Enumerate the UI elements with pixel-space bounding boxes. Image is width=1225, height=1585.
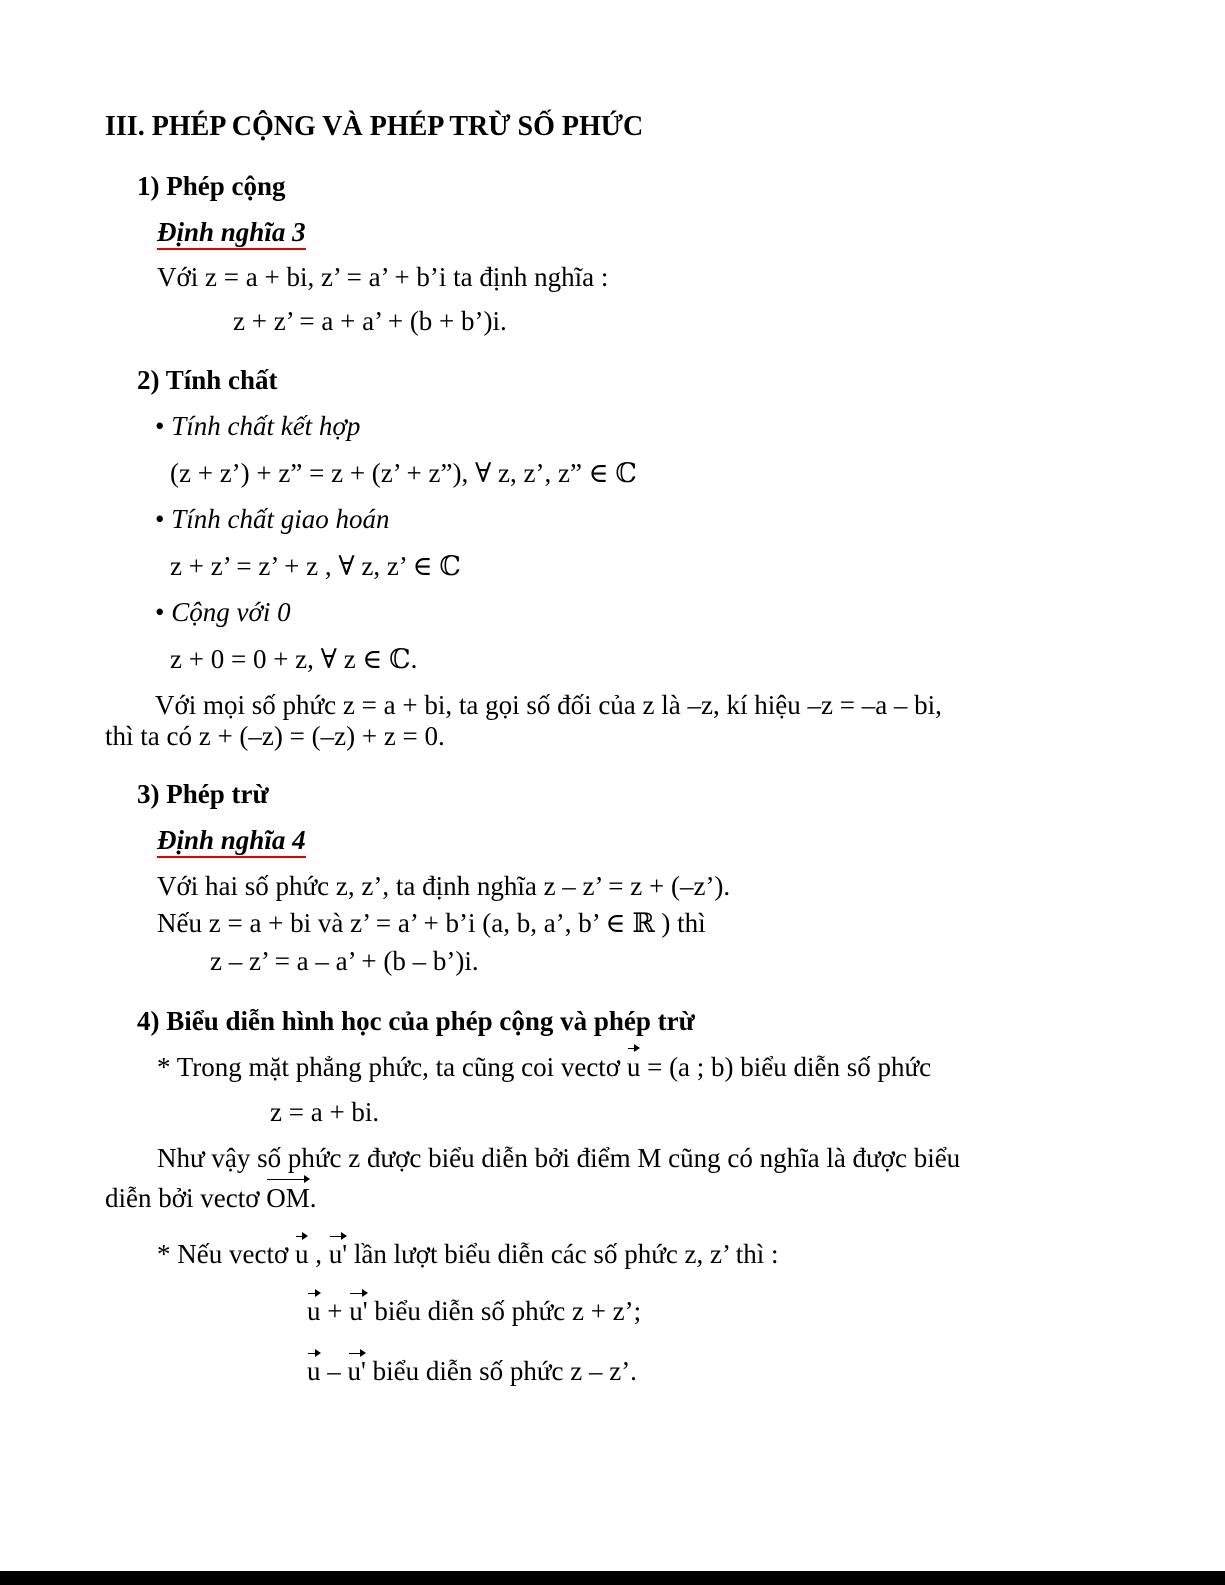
commutative-label-text: Tính chất giao hoán [171, 504, 390, 534]
definition-3-text: Với z = a + bi, z’ = a’ + b’i ta định nghĩa : [157, 262, 609, 292]
addition-formula: z + z’ = a + a’ + (b + b’)i. [233, 306, 507, 336]
text-span: , [308, 1239, 329, 1269]
text-span: * Nếu vectơ [157, 1239, 295, 1269]
definition-4-line2: Nếu z = a + bi và z’ = a’ + b’i (a, b, a’, b’ ∈ ℝ ) thì [157, 908, 706, 938]
heading-addition: 1) Phép cộng [137, 171, 286, 201]
geometric-line2: z = a + bi. [270, 1097, 380, 1127]
subtraction-formula: z – z’ = a – a’ + (b – b’)i. [210, 946, 479, 976]
text-span: biểu diễn số phức z + z’; [367, 1296, 642, 1326]
text-span: lần lượt biểu diễn các số phức z, z’ thì : [347, 1239, 779, 1269]
vector-u: u [626, 1052, 641, 1082]
text-span: – [320, 1356, 348, 1386]
definition-3-label: Định nghĩa 3 [157, 217, 306, 250]
geometric-line5 [157, 1238, 779, 1270]
section-title: III. PHÉP CỘNG VÀ PHÉP TRỪ SỐ PHỨC [105, 111, 644, 142]
text-span: + [320, 1296, 350, 1326]
text-span: . [309, 1183, 317, 1213]
definition-4-line1: Với hai số phức z, z’, ta định nghĩa z – z’ = z + (–z’). [157, 871, 731, 901]
property-commutative-label [155, 503, 389, 535]
geometric-line4 [105, 1182, 317, 1214]
bullet-icon: • [155, 597, 172, 627]
property-zero-label [155, 596, 291, 628]
heading-geometric: 4) Biểu diễn hình học của phép cộng và phép trừ [137, 1006, 695, 1036]
associative-label-text: Tính chất kết hợp [171, 411, 361, 441]
definition-4-label-wrap [157, 824, 306, 856]
geometric-line6 [307, 1295, 641, 1327]
commutative-formula: z + z’ = z’ + z , ∀ z, z’ ∈ ℂ [170, 551, 461, 581]
vector-u: u [307, 1296, 321, 1326]
vector-om: OM [266, 1183, 310, 1213]
text-span: diễn bởi vectơ [105, 1183, 267, 1213]
geometric-line3: Như vậy số phức z được biểu diễn bởi điểm M cũng có nghĩa là được biểu [157, 1143, 961, 1173]
vector-u-prime: u' [328, 1239, 348, 1269]
property-associative-label [155, 410, 360, 442]
opposite-paragraph-line1: Với mọi số phức z = a + bi, ta gọi số đối của z là –z, kí hiệu –z = –a – bi, [155, 690, 942, 720]
geometric-line1 [157, 1051, 931, 1083]
bullet-icon: • [155, 504, 172, 534]
vector-u-prime: u' [347, 1356, 366, 1386]
text-span: * Trong mặt phẳng phức, ta cũng coi vectơ [157, 1052, 627, 1082]
heading-properties: 2) Tính chất [137, 365, 278, 395]
vector-u: u [294, 1239, 309, 1269]
zero-formula: z + 0 = 0 + z, ∀ z ∈ ℂ. [170, 644, 418, 674]
definition-4-label: Định nghĩa 4 [157, 825, 306, 858]
text-span: = (a ; b) biểu diễn số phức [640, 1052, 932, 1082]
bullet-icon: • [155, 411, 172, 441]
vector-u-prime: u' [349, 1296, 368, 1326]
associative-formula: (z + z’) + z” = z + (z’ + z”), ∀ z, z’, z” ∈ ℂ [170, 458, 637, 488]
text-span: biểu diễn số phức z – z’. [365, 1356, 637, 1386]
opposite-paragraph-line2: thì ta có z + (–z) = (–z) + z = 0. [105, 721, 445, 751]
zero-label-text: Cộng với 0 [171, 597, 291, 627]
vector-u: u [307, 1356, 321, 1386]
scan-bottom-edge [0, 1571, 1225, 1585]
definition-3-label-wrap [157, 216, 306, 248]
geometric-line7 [307, 1355, 637, 1387]
heading-subtraction: 3) Phép trừ [137, 779, 269, 809]
